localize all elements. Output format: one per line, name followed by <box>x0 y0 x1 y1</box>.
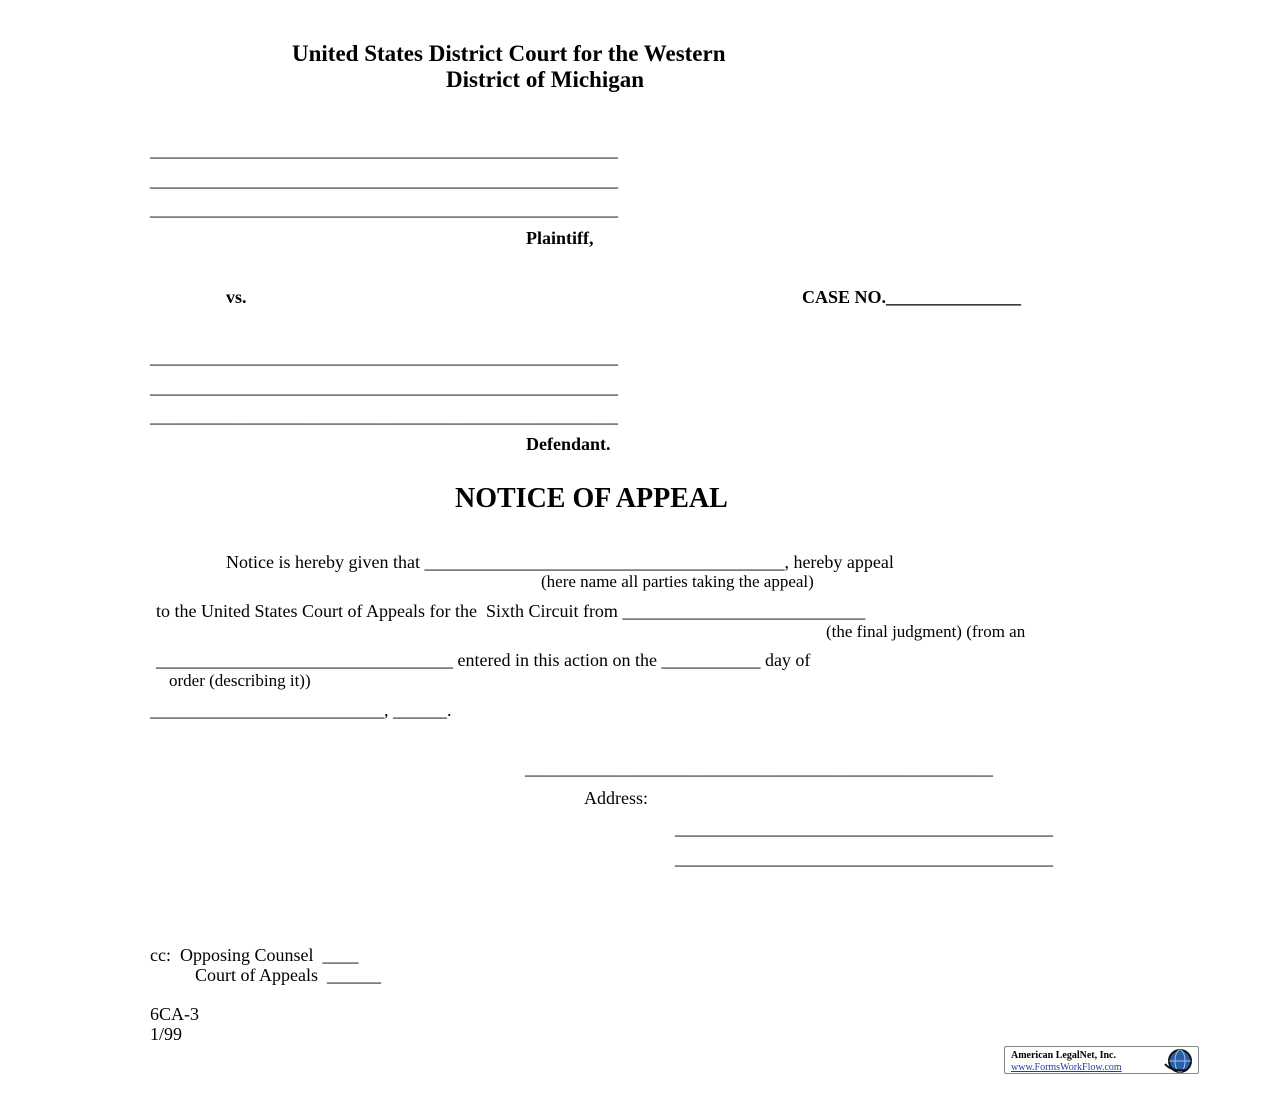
body-line-3[interactable]: _________________________________ entered in this action on the ___________ day of <box>156 650 811 670</box>
publisher-link[interactable]: www.FormsWorkFlow.com <box>1011 1062 1122 1073</box>
body-line-1-note: (here name all parties taking the appeal) <box>541 572 814 591</box>
address-label: Address: <box>584 788 648 808</box>
vs-label: vs. <box>226 287 247 307</box>
publisher-name: American LegalNet, Inc. <box>1011 1050 1116 1061</box>
publisher-badge[interactable] <box>1004 1046 1199 1074</box>
body-line-2[interactable]: to the United States Court of Appeals for the Sixth Circuit from ___________________________ <box>156 601 866 621</box>
cc-court-of-appeals[interactable]: Court of Appeals ______ <box>195 965 381 985</box>
defendant-label: Defendant. <box>526 434 611 454</box>
defendant-line-1[interactable]: ____________________________________________________ <box>150 347 618 367</box>
defendant-line-3[interactable]: ____________________________________________________ <box>150 406 618 426</box>
form-date: 1/99 <box>150 1024 183 1044</box>
body-line-3-note: order (describing it)) <box>169 671 311 690</box>
plaintiff-label: Plaintiff, <box>526 228 594 248</box>
globe-logo-icon <box>1162 1048 1196 1074</box>
document-title: NOTICE OF APPEAL <box>455 483 728 514</box>
form-code: 6CA-3 <box>150 1004 199 1024</box>
signature-line[interactable]: ____________________________________________________ <box>525 758 993 778</box>
address-line-2[interactable]: __________________________________________ <box>675 848 1053 868</box>
plaintiff-line-2[interactable]: ____________________________________________________ <box>150 170 618 190</box>
body-line-1[interactable]: Notice is hereby given that ________________________________________, hereby appeal <box>226 552 894 572</box>
court-title-line-1: United States District Court for the Western <box>292 41 726 66</box>
cc-opposing-counsel[interactable]: cc: Opposing Counsel ____ <box>150 945 359 965</box>
body-line-2-note: (the final judgment) (from an <box>826 622 1026 641</box>
address-line-1[interactable]: __________________________________________ <box>675 818 1053 838</box>
case-number-field[interactable]: CASE NO._______________ <box>802 287 1022 307</box>
defendant-line-2[interactable]: ____________________________________________________ <box>150 377 618 397</box>
plaintiff-line-1[interactable]: ____________________________________________________ <box>150 140 618 160</box>
court-title-line-2: District of Michigan <box>446 67 645 92</box>
plaintiff-line-3[interactable]: ____________________________________________________ <box>150 199 618 219</box>
body-line-4[interactable]: __________________________, ______. <box>150 700 452 720</box>
